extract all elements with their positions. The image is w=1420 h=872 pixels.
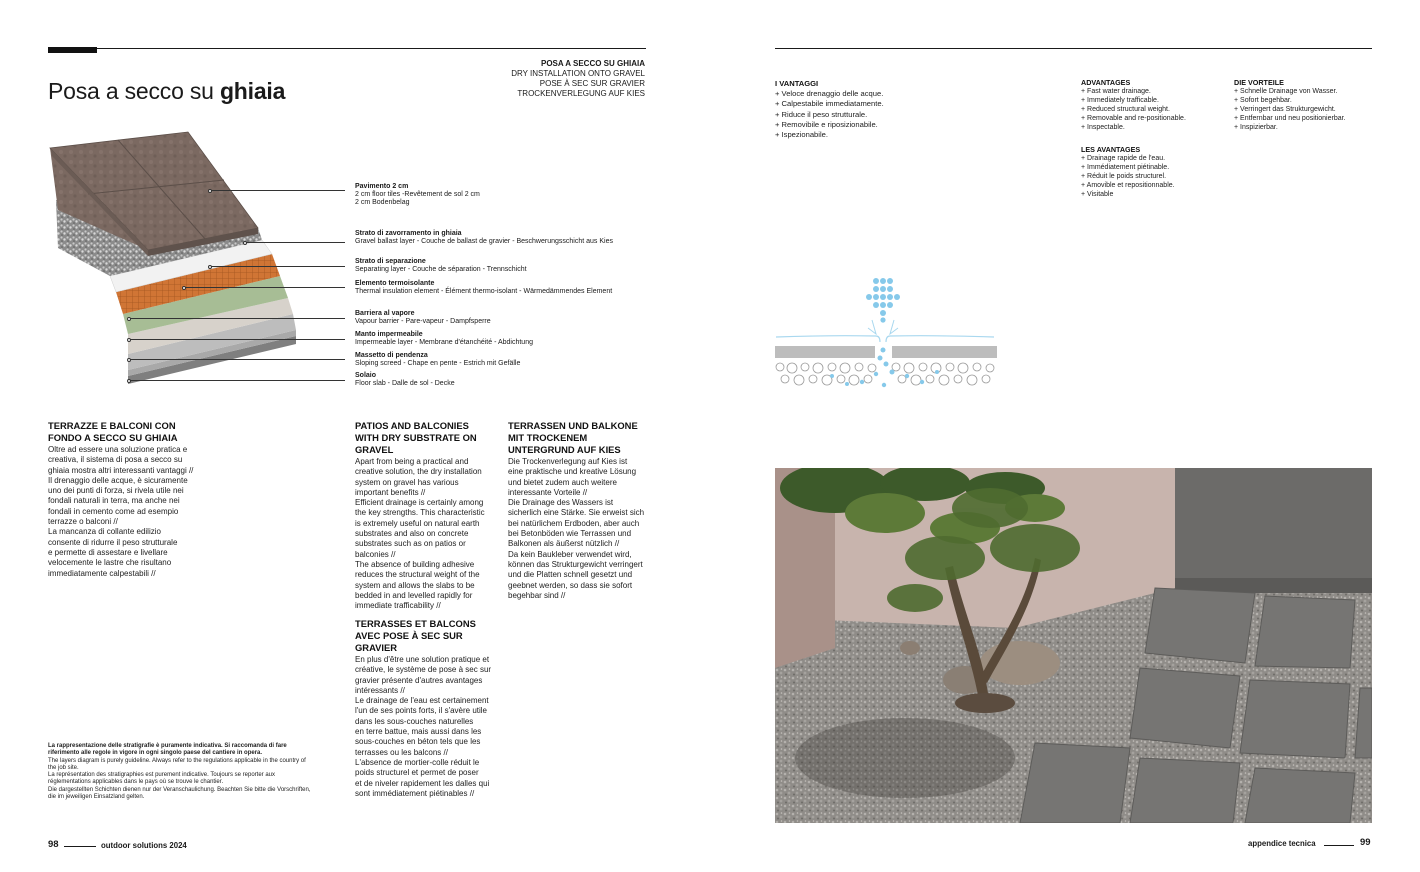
advantage-item: + Amovible et repositionnable. <box>1081 182 1231 191</box>
advantage-item: + Calpestabile immediatamente. <box>775 99 975 109</box>
subtitle-fr: POSE À SEC SUR GRAVIER <box>539 79 645 88</box>
layer-label-4: Barriera al vapore Vapour barrier - Pare-vapeur - Dampfsperre <box>355 310 491 326</box>
layer-label-1: Strato di zavorramento in ghiaia Gravel ballast layer - Couche de ballast de gravier - Beschwerungsschicht aus Kies <box>355 230 613 246</box>
body-line: eine praktische und kreative Lösung <box>508 467 637 477</box>
body-line: bei Betonböden wie Terrassen und <box>508 529 632 539</box>
advantage-item: + Visitable <box>1081 191 1231 200</box>
body-line: poids structurel et permet de poser <box>355 768 479 778</box>
advantage-item: + Inspectable. <box>1081 124 1231 133</box>
body-line: bedded in and levelled rapidly for <box>355 590 473 600</box>
body-fr <box>355 655 495 799</box>
leader-vapour <box>129 318 345 319</box>
body-line: Il drenaggio delle acque, è sicuramente <box>48 475 188 485</box>
leader-separating <box>210 266 345 267</box>
body-line: important benefits // <box>355 487 426 497</box>
body-line: system and allows the slabs to be <box>355 580 475 590</box>
leader-slab <box>129 380 345 381</box>
page-number-left: 98 <box>48 839 59 850</box>
body-it <box>48 445 198 579</box>
advantage-item: + Riduce il peso strutturale. <box>775 110 975 120</box>
text-column-fr <box>355 618 495 799</box>
body-line: Oltre ad essere una soluzione pratica e <box>48 445 188 454</box>
body-line: is extremely useful on natural earth <box>355 518 480 528</box>
body-line: Apart from being a practical and <box>355 457 469 466</box>
top-rule-right <box>775 48 1372 49</box>
body-line: Le drainage de l'eau est certainement <box>355 696 489 706</box>
body-line: terrasses ou les balcons // <box>355 747 448 757</box>
body-line: The absence of building adhesive <box>355 559 475 569</box>
body-line: sous-couches en béton tels que les <box>355 737 481 747</box>
body-line: créative, le système de pose à sec sur <box>355 665 492 675</box>
water-drops-icon <box>866 278 900 323</box>
body-line: immediatamente calpestabili // <box>48 568 156 578</box>
text-column-de <box>508 420 648 601</box>
advantage-item: + Immediately trafficable. <box>1081 97 1231 106</box>
advantage-item: + Removable and re-positionable. <box>1081 115 1231 124</box>
heading-it: TERRAZZE E BALCONI CON FONDO A SECCO SU GHIAIA <box>48 420 178 443</box>
body-line: l'un de ses points forts, il s'avère utile <box>355 706 488 716</box>
body-line: substrates such as on patios or <box>355 539 466 549</box>
layer-label-6: Massetto di pendenza Sloping screed - Chape en pente - Estrich mit Gefälle <box>355 352 521 368</box>
body-line: geebnet werden, so dass sie sofort <box>508 580 633 590</box>
subtitle-en: DRY INSTALLATION ONTO GRAVEL <box>511 69 645 78</box>
body-line: creative solution, the dry installation <box>355 467 482 477</box>
layer-label-7: Solaio Floor slab - Dalle de sol - Decke <box>355 372 455 388</box>
page-number-right: 99 <box>1360 837 1371 848</box>
drainage-diagram <box>772 272 1000 392</box>
advantage-item: + Réduit le poids structurel. <box>1081 173 1231 182</box>
body-line: en terre battue, mais aussi dans les <box>355 727 482 737</box>
body-line: Balkonen als äußerst nützlich // <box>508 539 620 549</box>
leader-screed <box>129 359 345 360</box>
advantage-item: + Ispezionabile. <box>775 130 975 140</box>
leader-floor-tiles <box>210 190 345 191</box>
advantage-item: + Sofort begehbar. <box>1234 97 1374 106</box>
leader-insulation <box>184 287 345 288</box>
body-line: interessante Vorteile // <box>508 487 588 497</box>
advantages-en-list <box>1081 88 1231 133</box>
body-line: Die Drainage des Wassers ist <box>508 498 614 508</box>
body-line: En plus d'être une solution pratique et <box>355 655 490 664</box>
advantage-item: + Schnelle Drainage von Wasser. <box>1234 88 1374 97</box>
subtitle-it: POSA A SECCO SU GHIAIA <box>540 59 645 68</box>
leader-impermeable <box>129 339 345 340</box>
footer-line-right <box>1324 845 1354 846</box>
advantage-item: + Reduced structural weight. <box>1081 106 1231 115</box>
body-line: terrazze o balconi // <box>48 517 118 527</box>
body-line: Da kein Baukleber verwendet wird, <box>508 549 632 559</box>
heading-de: TERRASSEN UND BALKONE MIT TROCKENEM UNTERGRUND AUF KIES <box>508 420 638 455</box>
layer-label-3: Elemento termoisolante Thermal insulation element - Élément thermo-isolant - Wärmedämmendes Element <box>355 280 613 296</box>
body-line: substrates and also on concrete <box>355 529 469 539</box>
layer-label-2: Strato di separazione Separating layer - Couche de séparation - Trennschicht <box>355 258 527 274</box>
body-line: L'absence de mortier-colle réduit le <box>355 757 480 767</box>
body-line: uno dei punti di forza, si rivela utile nei <box>48 486 184 496</box>
advantages-it-list <box>775 89 975 140</box>
advantage-item: + Verringert das Strukturgewicht. <box>1234 106 1374 115</box>
text-column-it <box>48 420 198 579</box>
advantages-fr-list <box>1081 155 1231 200</box>
disclaimer-note: La rappresentazione delle stratigrafie è puramente indicativa. Si raccomanda di fare riferimento alle regole in vigore in ogni singolo paese del cantiere in opera. The layers diagram is purely guideline. Always refer to the regulations applicable in the country of the job site. La représentation des stratigraphies est purement indicative. Toujours se reporter aux réglementations applicables dans le pays où se trouve le chantier. Die dargestellten Schichten dienen nur der Veranschaulichung. Beachten Sie bitte die Vorschriften, die im jeweiligen Einsatzland gelten. <box>48 743 311 801</box>
body-line: und bietet zudem auch weitere <box>508 477 617 487</box>
subtitle-de: TROCKENVERLEGUNG AUF KIES <box>517 89 645 98</box>
gravel-icon <box>776 363 994 385</box>
body-line: bei natürlichem Erdboden, aber auch <box>508 518 640 528</box>
footer-text-left: outdoor solutions 2024 <box>101 841 187 850</box>
body-line: sicherlich eine Stärke. Sie erweist sich <box>508 508 645 518</box>
advantages-it: I VANTAGGI + Veloce drenaggio delle acque. + Calpestabile immediatamente. + Riduce il peso strutturale. + Removibile e riposizionabile. + Ispezionabile. <box>775 79 975 140</box>
advantage-item: + Entfernbar und neu positionierbar. <box>1234 115 1374 124</box>
title-block-multilang <box>511 59 645 99</box>
body-line: sont immédiatement piétinables // <box>355 788 475 798</box>
body-line: dans les sous-couches naturelles <box>355 716 474 726</box>
body-line: gravier présente d'autres avantages <box>355 675 483 685</box>
body-line: Efficient drainage is certainly among <box>355 498 484 508</box>
layer-label-5: Manto impermeabile Impermeable layer - Membrane d'étanchéité - Abdichtung <box>355 331 533 347</box>
advantage-item: + Immédiatement piétinable. <box>1081 164 1231 173</box>
advantage-item: + Removibile e riposizionabile. <box>775 120 975 130</box>
advantage-item: + Drainage rapide de l'eau. <box>1081 155 1231 164</box>
footer-text-right: appendice tecnica <box>1248 839 1316 848</box>
advantage-item: + Veloce drenaggio delle acque. <box>775 89 975 99</box>
body-line: e permette di assestare e livellare <box>48 547 168 557</box>
body-line: creativa, il sistema di posa a secco su <box>48 455 183 465</box>
body-line: consente di ridurre il peso strutturale <box>48 537 178 547</box>
body-line: et de niveler rapidement les dalles qui <box>355 778 490 788</box>
layer-label-0: Pavimento 2 cm 2 cm floor tiles -Revêtement de sol 2 cm 2 cm Bodenbelag <box>355 183 480 207</box>
body-line: fondali in cemento come ad esempio <box>48 506 179 516</box>
advantage-item: + Fast water drainage. <box>1081 88 1231 97</box>
body-line: system on gravel has various <box>355 477 459 487</box>
body-line: velocemente le lastre che risultano <box>48 558 172 568</box>
text-column-en <box>355 420 495 611</box>
body-line: balconies // <box>355 549 396 559</box>
advantages-de-list <box>1234 88 1374 133</box>
body-line: La mancanza di collante edilizio <box>48 527 161 537</box>
slab-right-icon <box>892 346 997 358</box>
layers-diagram <box>48 128 298 396</box>
page-title: Posa a secco su ghiaia <box>48 78 286 104</box>
body-en <box>355 457 495 611</box>
advantage-item: + Inspizierbar. <box>1234 124 1374 133</box>
heading-en: PATIOS AND BALCONIES WITH DRY SUBSTRATE ON GRAVEL <box>355 420 477 455</box>
footer-line-left <box>64 846 96 847</box>
advantages-fr: LES AVANTAGES + Drainage rapide de l'eau. + Immédiatement piétinable. + Réduit le poids structurel. + Amovible et repositionnable. + Visitable <box>1081 146 1231 199</box>
heading-fr: TERRASSES ET BALCONS AVEC POSE À SEC SUR GRAVIER <box>355 618 476 653</box>
body-line: können das Strukturgewicht verringert <box>508 559 643 569</box>
body-line: reduces the structural weight of the <box>355 570 480 580</box>
garden-photo <box>775 468 1372 823</box>
advantages-en: ADVANTAGES + Fast water drainage. + Immediately trafficable. + Reduced structural weight. + Removable and re-positionable. + Inspectable. <box>1081 79 1231 132</box>
slab-left-icon <box>775 346 875 358</box>
body-de <box>508 457 648 601</box>
body-line: intéressants // <box>355 685 405 695</box>
body-line: begehbar sind // <box>508 590 566 600</box>
body-line: Die Trockenverlegung auf Kies ist <box>508 457 628 466</box>
top-rule-accent <box>48 47 97 53</box>
advantages-de: DIE VORTEILE + Schnelle Drainage von Wasser. + Sofort begehbar. + Verringert das Strukturgewicht. + Entfernbar und neu positionierbar. + Inspizierbar. <box>1234 79 1374 132</box>
body-line: immediate trafficability // <box>355 601 441 611</box>
body-line: und die Platten schnell gesetzt und <box>508 570 633 580</box>
body-line: fondali naturali in terra, ma anche nei <box>48 496 180 506</box>
body-line: ghiaia mostra altri interessanti vantaggi // <box>48 465 194 475</box>
top-rule-left <box>48 48 646 49</box>
body-line: the key strengths. This characteristic <box>355 508 485 518</box>
leader-gravel <box>245 242 345 243</box>
